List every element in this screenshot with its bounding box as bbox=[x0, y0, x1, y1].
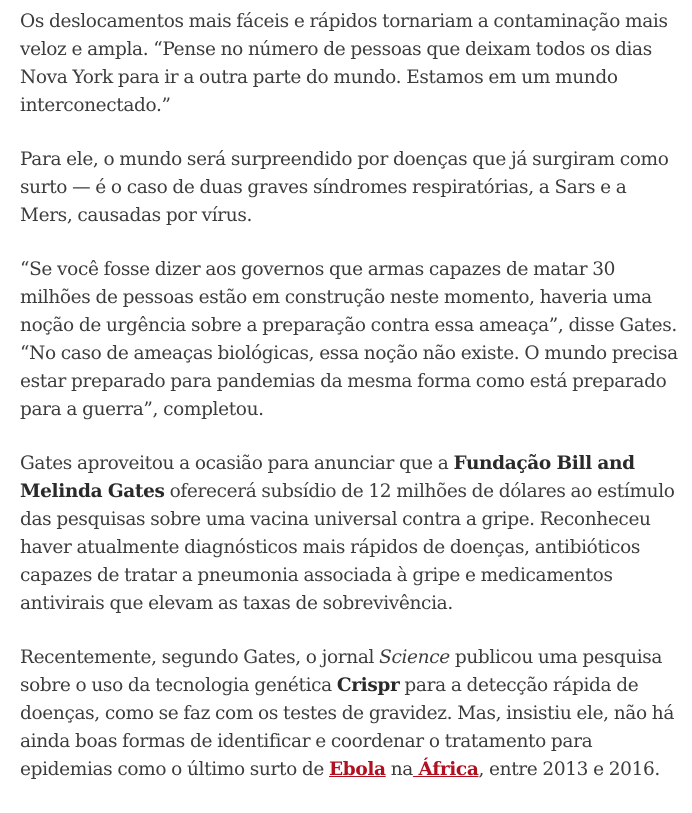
paragraph-5-text-3: para a detecção rápida de doenças, como se faz com os testes de gravidez. Mas, insistiu ele, não há ainda boas formas de identificar e coordenar o tratamento para epidemias como o último surto de bbox=[20, 675, 675, 780]
crispr-term: Crispr bbox=[336, 675, 400, 696]
paragraph-5-text-1: Recentemente, segundo Gates, o jornal bbox=[20, 647, 380, 668]
foundation-name: Fundação Bill and Melinda Gates bbox=[20, 453, 635, 502]
paragraph-5-text-2: publicou uma pesquisa sobre o uso da tecnologia genética bbox=[20, 647, 663, 696]
journal-name: Science bbox=[379, 647, 450, 668]
ebola-link[interactable]: Ebola bbox=[329, 759, 386, 780]
paragraph-5 bbox=[20, 644, 680, 784]
paragraph-5-text-4: na bbox=[385, 759, 413, 780]
paragraph-5-text-5: , entre 2013 e 2016. bbox=[478, 759, 660, 780]
paragraph-2: Para ele, o mundo será surpreendido por doenças que já surgiram como surto — é o caso de duas graves síndromes respiratórias, a Sars e a Mers, causadas por vírus. bbox=[20, 149, 669, 226]
paragraph-4-text-before: Gates aproveitou a ocasião para anunciar que a bbox=[20, 453, 454, 474]
paragraph-4-text-after: oferecerá subsídio de 12 milhões de dólares ao estímulo das pesquisas sobre uma vacina universal contra a gripe. Reconheceu haver atualmente diagnósticos mais rápidos de doenças, antibióticos capazes de tratar a pneumonia associada à gripe e medicamentos antivirais que elevam as taxas de sobrevivência. bbox=[20, 481, 675, 614]
paragraph-1: Os deslocamentos mais fáceis e rápidos tornariam a contaminação mais veloz e ampla. “Pense no número de pessoas que deixam todos os dias Nova York para ir a outra parte do mundo. Estamos em um mundo interconectado.” bbox=[20, 11, 668, 116]
paragraph-3: “Se você fosse dizer aos governos que armas capazes de matar 30 milhões de pessoas estão em construção neste momento, haveria uma noção de urgência sobre a preparação contra essa ameaça”, disse Gates. “No caso de ameaças biológicas, essa noção não existe. O mundo precisa estar preparado para pandemias da mesma forma como está preparado para a guerra”, completou. bbox=[20, 259, 678, 420]
paragraph-4 bbox=[20, 450, 680, 618]
africa-link[interactable]: África bbox=[412, 759, 479, 780]
article-body bbox=[20, 8, 680, 810]
